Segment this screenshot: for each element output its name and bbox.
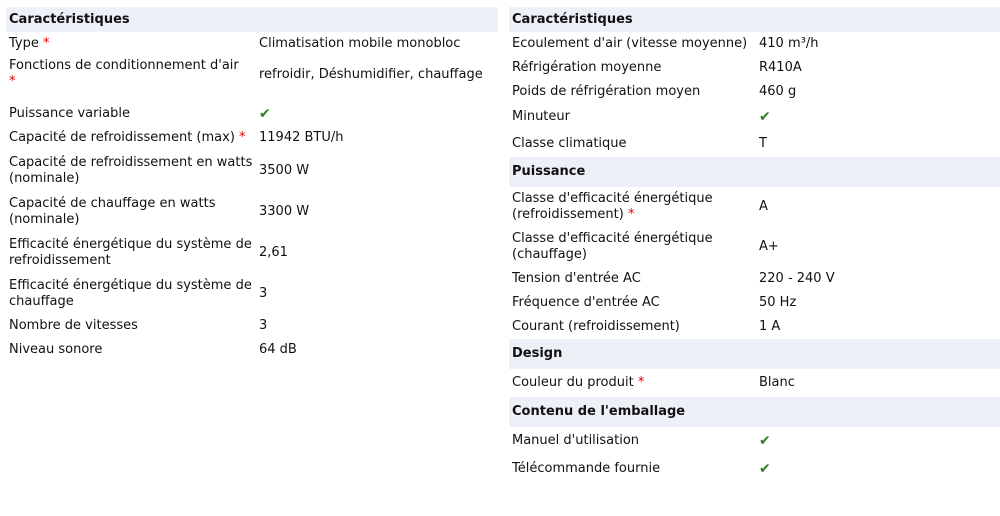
left-spec-column: [6, 7, 498, 362]
spec-row-efficacite-refroidissement: [6, 232, 498, 273]
spec-label: Type: [9, 36, 39, 51]
spec-row-courant: [509, 315, 1000, 339]
spec-row-capacite-refroidissement-watts: [6, 150, 498, 191]
spec-value: 460 g: [759, 84, 797, 99]
spec-row-couleur: [509, 369, 1000, 397]
spec-label: Classe d'efficacité énergétique (refroidissement): [512, 191, 713, 222]
spec-value: 1 A: [759, 319, 781, 334]
spec-row-nombre-vitesses: [6, 314, 498, 338]
spec-row-capacite-refroidissement-max: [6, 126, 498, 150]
section-header-puissance: Puissance: [509, 157, 1000, 187]
spec-value: 64 dB: [259, 342, 297, 357]
section-header-contenu-emballage: Contenu de l'emballage: [509, 397, 1000, 427]
required-asterisk: *: [627, 207, 635, 222]
check-icon: ✔: [759, 109, 771, 125]
spec-row-niveau-sonore: [6, 338, 498, 362]
required-asterisk: *: [637, 375, 645, 390]
spec-value: refroidir, Déshumidifier, chauffage: [259, 67, 483, 82]
spec-label: Efficacité énergétique du système de refroidissement: [9, 236, 252, 268]
spec-row-capacite-chauffage-watts: [6, 191, 498, 232]
spec-row-puissance-variable: [6, 102, 498, 126]
check-icon: ✔: [259, 106, 271, 122]
spec-label: Fréquence d'entrée AC: [512, 295, 660, 310]
spec-row-tension-entree: [509, 267, 1000, 291]
spec-label: Ecoulement d'air (vitesse moyenne): [512, 36, 748, 51]
spec-label: Niveau sonore: [9, 342, 103, 357]
spec-value: 3500 W: [259, 162, 310, 178]
spec-value: 410 m³/h: [759, 36, 819, 51]
spec-value: 3: [259, 285, 268, 301]
section-header-caracteristiques: Caractéristiques: [509, 7, 1000, 32]
spec-label: Capacité de chauffage en watts (nominale): [9, 195, 216, 227]
spec-label: Réfrigération moyenne: [512, 60, 662, 75]
spec-value: 3300 W: [259, 203, 310, 219]
spec-value: 50 Hz: [759, 295, 797, 310]
spec-label: Couleur du produit: [512, 375, 634, 390]
spec-value: Blanc: [759, 375, 795, 390]
spec-value: 3: [259, 318, 268, 333]
spec-row-classe-climatique: [509, 130, 1000, 157]
spec-value: R410A: [759, 60, 802, 75]
spec-row-classe-efficacite-chauffage: [509, 227, 1000, 267]
spec-row-frequence-entree: [509, 291, 1000, 315]
spec-row-refrigeration-moyenne: [509, 56, 1000, 80]
spec-row-poids-refrigeration: [509, 80, 1000, 104]
spec-row-fonctions: [6, 56, 498, 102]
spec-value: 2,61: [259, 244, 288, 260]
required-asterisk: *: [239, 130, 246, 145]
spec-value: 220 - 240 V: [759, 271, 835, 286]
spec-label: Fonctions de conditionnement d'air: [9, 58, 239, 73]
check-icon: ✔: [759, 461, 771, 477]
spec-label: Poids de réfrigération moyen: [512, 84, 701, 99]
spec-row-manuel: [509, 427, 1000, 455]
spec-row-efficacite-chauffage: [6, 273, 498, 314]
spec-label: Capacité de refroidissement en watts (nominale): [9, 154, 253, 186]
spec-label: Télécommande fournie: [512, 461, 661, 476]
spec-label: Nombre de vitesses: [9, 318, 138, 333]
section-header-caracteristiques: Caractéristiques: [6, 7, 498, 32]
spec-row-telecommande: [509, 455, 1000, 483]
spec-row-classe-efficacite-refroidissement: [509, 187, 1000, 227]
section-header-design: Design: [509, 339, 1000, 369]
spec-value: 11942 BTU/h: [259, 130, 344, 145]
required-asterisk: *: [43, 36, 50, 51]
spec-value: Climatisation mobile monobloc: [259, 36, 461, 51]
check-icon: ✔: [759, 433, 771, 449]
spec-row-minuteur: [509, 104, 1000, 130]
spec-label: Classe climatique: [512, 135, 627, 151]
spec-row-type: [6, 32, 498, 56]
spec-value: A: [759, 199, 768, 214]
spec-label: Courant (refroidissement): [512, 319, 680, 334]
spec-label: Capacité de refroidissement (max): [9, 130, 235, 145]
required-asterisk: *: [9, 74, 16, 89]
spec-label: Tension d'entrée AC: [512, 271, 641, 286]
spec-row-ecoulement-air: [509, 32, 1000, 56]
spec-label: Minuteur: [512, 109, 570, 124]
right-spec-column: [509, 7, 1000, 483]
spec-value: T: [759, 135, 767, 151]
spec-label: Puissance variable: [9, 106, 130, 121]
spec-label: Efficacité énergétique du système de chauffage: [9, 277, 252, 309]
spec-label: Manuel d'utilisation: [512, 433, 640, 448]
spec-label: Classe d'efficacité énergétique (chauffage): [512, 231, 713, 262]
spec-value: A+: [759, 239, 779, 254]
